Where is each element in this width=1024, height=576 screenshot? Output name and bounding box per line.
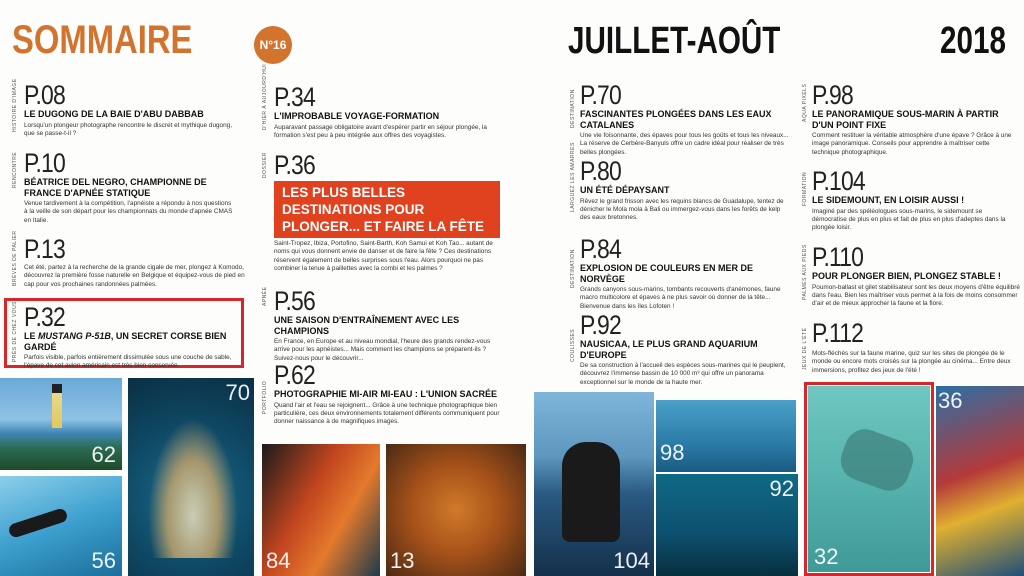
photo-page-number: 32: [814, 544, 839, 569]
toc-entry-p36[interactable]: [274, 152, 500, 274]
entry-text: Grands canyons sous-marins, tombants recouverts d'anémones, faune macro multicolore et épaves à ne plus savoir où donner de la tête... Bienvenue dans les îles Lofoten !: [580, 286, 781, 310]
page-number: P.36: [274, 150, 315, 180]
toc-entry-p34[interactable]: [274, 84, 514, 140]
page-number: P.104: [812, 166, 865, 196]
entry-title: L'IMPROBABLE VOYAGE-FORMATION: [274, 111, 440, 121]
section-label: DESTINATION: [570, 89, 576, 128]
photo-page-number: 98: [660, 440, 685, 465]
entry-title: LE SIDEMOUNT, EN LOISIR AUSSI !: [812, 195, 965, 205]
section-label: PALMES AUX PIEDS: [802, 244, 808, 300]
issue-date: JUILLET-AOÛT: [568, 20, 781, 62]
photo-aquarium[interactable]: [656, 474, 798, 576]
page-number: P.98: [812, 80, 853, 110]
photo-lighthouse[interactable]: [0, 378, 122, 470]
section-label: BRÈVES DE PALIER: [12, 230, 18, 286]
page-number: P.13: [24, 234, 65, 264]
entry-text: Une vie foisonnante, des épaves pour tous les goûts et tous les niveaux... La réserve de Cerbère-Banyuls offre un cadre idéal pour réaliser de très belles plongées.: [580, 132, 789, 156]
photo-page-number: 84: [266, 548, 291, 573]
photo-page-number: 56: [91, 548, 116, 573]
toc-entry-p62[interactable]: [274, 362, 506, 427]
entry-text: Quand l'air et l'eau se rejoignent... Grâce à une technique photographique bien particulière, ces deux environnements totalement différents communiquent pour donner naissance à de magnifiques images.: [274, 401, 500, 426]
section-label: D'HIER À AUJOURD'HUI: [262, 63, 268, 130]
page-number: P.112: [812, 318, 864, 348]
toc-entry-p08[interactable]: [24, 82, 234, 138]
entry-text: Comment restituer la véritable atmosphère d'une épave ? Grâce à une image panoramique. Conseils pour apprendre à maîtriser cette technique photographique.: [812, 132, 1012, 156]
section-label: AQUA PIXELS: [802, 83, 808, 122]
swimmer-shape: [7, 507, 68, 539]
entry-text: Imaginé par des spéléologues sous-marins, le sidemount se démocratise de plus en plus et fait de plus en plus d'adeptes dans la plongée loisir.: [812, 207, 1006, 232]
photo-scorpionfish[interactable]: [386, 444, 526, 576]
coral-shape: [148, 418, 238, 558]
section-label: DOSSIER: [262, 151, 268, 178]
photo-reef-fish[interactable]: [936, 386, 1024, 576]
photo-page-number: 104: [613, 548, 650, 573]
toc-entry-p56[interactable]: [274, 288, 506, 363]
page-number: P.56: [274, 286, 315, 316]
feature-banner: LES PLUS BELLES DESTINATIONS POUR PLONGER... ET FAIRE LA FÊTE: [274, 181, 500, 238]
toc-entry-p110[interactable]: [812, 244, 1022, 309]
page-number: P.80: [580, 156, 621, 186]
section-label: FORMATION: [802, 171, 808, 206]
wreck-shape: [835, 424, 919, 497]
toc-entry-p84[interactable]: [580, 236, 790, 311]
toc-entry-p70[interactable]: [580, 82, 790, 157]
entry-title: LE DUGONG DE LA BAIE D'ABU DABBAB: [24, 109, 204, 119]
section-label: PORTFOLIO: [262, 380, 268, 414]
entry-text: Poumon-ballast et gilet stabilisateur sont les deux moyens d'être équilibré dans l'eau. Bien les maîtriser vous permet à la fois de moins consommer d'air et de mieux approcher la faune et la flore.: [812, 283, 1020, 308]
photo-diver-boat[interactable]: [534, 392, 654, 576]
page-number: P.92: [580, 310, 621, 340]
page-number: P.34: [274, 82, 315, 112]
entry-text: Rêvez le grand frisson avec les requins blancs de Guadalupe, tentez de dénicher le Mola mola à Bali ou immergez-vous dans les forêts de kelp des eaux bretonnes.: [580, 197, 784, 222]
toc-entry-p32[interactable]: [24, 304, 238, 371]
section-label: LARGUEZ LES AMARRES: [570, 142, 576, 212]
page-number: P.110: [812, 242, 864, 272]
lighthouse-shape: [52, 384, 62, 428]
entry-title: POUR PLONGER BIEN, PLONGEZ STABLE !: [812, 271, 1001, 281]
photo-mustang-wreck[interactable]: [808, 386, 930, 572]
toc-entry-p92[interactable]: [580, 312, 790, 387]
entry-title: EXPLOSION DE COULEURS EN MER DE NORVÈGE: [580, 263, 754, 284]
sommaire-heading: SOMMAIRE: [12, 18, 193, 62]
photo-apnea-swimmer[interactable]: [0, 476, 122, 576]
toc-entry-p98[interactable]: [812, 82, 1018, 157]
entry-title: LE MUSTANG P-51B, UN SECRET CORSE BIEN GARDÉ: [24, 331, 227, 352]
toc-entry-p13[interactable]: [24, 236, 246, 289]
diver-shape: [562, 442, 620, 542]
section-label: JEUX DE L'ÉTÉ: [802, 327, 808, 370]
entry-title: FASCINANTES PLONGÉES DANS LES EAUX CATALANES: [580, 109, 772, 130]
photo-panoramic-wreck[interactable]: [656, 400, 796, 472]
section-label: DESTINATION: [570, 249, 576, 288]
entry-text: Cet été, partez à la recherche de la grande cigale de mer, plongez à Komodo, découvrez la première fosse naturelle en Belgique et équipez-vous de pied en cap pour vos prochaines randonnées palmées.: [24, 264, 245, 288]
section-label: RENCONTRE: [12, 151, 18, 188]
photo-page-number: 70: [225, 380, 250, 405]
section-label: APNÉE: [262, 286, 268, 306]
photo-page-number: 36: [938, 388, 963, 413]
entry-text: Lorsqu'un plongeur photographe rencontre le discret et mythique dugong, que se passe-t-il ?: [24, 121, 232, 137]
entry-text: Venue tardivement à la compétition, l'apnéiste a répondu à nos questions à la veille de son départ pour les championnats du monde d'apnée CMAS en Italie.: [24, 200, 233, 224]
entry-title: LE PANORAMIQUE SOUS-MARIN À PARTIR D'UN POINT FIXE: [812, 109, 999, 130]
photo-page-number: 92: [769, 476, 794, 501]
page-number: P.08: [24, 80, 65, 110]
entry-title: UN ÉTÉ DÉPAYSANT: [580, 185, 670, 195]
section-label: PRÈS DE CHEZ VOUS: [12, 300, 18, 362]
page-number: P.32: [24, 302, 65, 332]
photo-page-number: 13: [390, 548, 415, 573]
entry-text: De sa construction à l'accueil des espèces sous-marines qui le peuplent, découvrez l'immense bassin de 10 000 m³ qui offre un panorama exceptionnel sur le monde de la haute mer.: [580, 362, 786, 386]
entry-title: UNE SAISON D'ENTRAÎNEMENT AVEC LES CHAMPIONS: [274, 315, 460, 336]
toc-entry-p80[interactable]: [580, 158, 790, 223]
entry-text: Auparavant passage obligatoire avant d'espérer partir en séjour plongée, la formation s'est peu à peu intégrée aux offres des voyagistes.: [274, 123, 487, 139]
toc-entry-p104[interactable]: [812, 168, 1018, 233]
photo-page-number: 62: [91, 442, 116, 467]
entry-text: Parfois visible, parfois entièrement dissimulée sous une couche de sable, l'épave de cet avion américain est très bien conservée.: [24, 354, 232, 370]
entry-title: PHOTOGRAPHIE MI-AIR MI-EAU : L'UNION SACRÉE: [274, 389, 497, 399]
page-number: P.84: [580, 234, 621, 264]
issue-year: 2018: [940, 20, 1006, 62]
page-number: P.62: [274, 360, 315, 390]
page-number: P.10: [24, 148, 65, 178]
toc-entry-p112[interactable]: [812, 320, 1022, 375]
photo-coral-fan[interactable]: [128, 378, 254, 576]
section-label: HISTOIRE D'IMAGE: [12, 78, 18, 132]
page-number: P.70: [580, 80, 621, 110]
entry-text: Mots-fléchés sur la faune marine, quiz sur les sites de plongée de le monde ou encore mots croisés sur la plongée au cinéma... Entre deux immersions, profitez des jeux de l'été !: [812, 350, 1011, 374]
entry-title: BÉATRICE DEL NEGRO, CHAMPIONNE DE FRANCE D'APNÉE STATIQUE: [24, 177, 207, 198]
entry-text: Saint-Tropez, Ibiza, Portofino, Saint-Barth, Koh Samui et Koh Tao... autant de noms qui vous donnent envie de danser et de faire la fête ? Ces destinations réservent également de belles surprises sous l'eau. Alors pourquoi ne pas combiner la tenue à paillettes avec la combi et les palmes ?: [274, 240, 493, 273]
issue-badge: N°16: [254, 26, 292, 64]
photo-red-coral-diver[interactable]: [262, 444, 380, 576]
toc-entry-p10[interactable]: [24, 150, 234, 225]
section-label: COULISSES: [570, 328, 576, 362]
entry-title: NAUSICAA, LE PLUS GRAND AQUARIUM D'EUROPE: [580, 339, 758, 360]
entry-text: En France, en Europe et au niveau mondial, l'heure des grands rendez-vous arrive pour les apnéistes... Mais comment les champions se préparent-ils ? Suivez-nous pour le découvrir...: [274, 338, 491, 362]
